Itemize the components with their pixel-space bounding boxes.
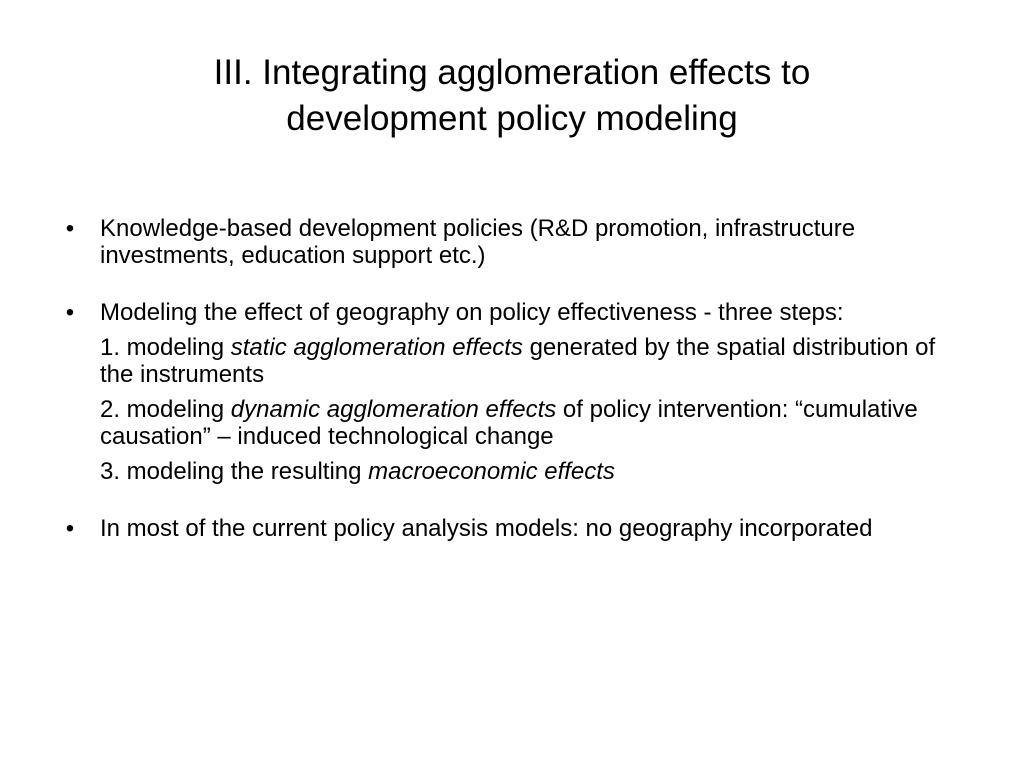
step-text-before: 3. modeling the resulting [100, 458, 369, 485]
bullet-text: Knowledge-based development policies (R&D promotion, infrastructure investments, education support etc.) [100, 215, 856, 269]
step-dynamic-effects [60, 396, 960, 450]
slide-body [60, 215, 960, 542]
bullet-no-geography [60, 515, 960, 542]
step-text-after: generated by the spatial distribution of the instruments [100, 334, 936, 388]
step-text-after: of policy intervention: “cumulative causation” – induced technological change [100, 396, 918, 450]
step-static-effects [60, 334, 960, 388]
step-text-before: 2. modeling [100, 396, 231, 423]
bullet-marker: • [65, 299, 75, 326]
bullet-knowledge-policies [60, 215, 960, 269]
step-emphasis: static agglomeration effects [230, 334, 523, 361]
bullet-modeling-geography [60, 299, 960, 326]
slide-title [112, 50, 912, 142]
bullet-text: Modeling the effect of geography on policy effectiveness - three steps: [100, 299, 844, 326]
bullet-marker: • [65, 215, 75, 242]
slide-title-line-1: III. Integrating agglomeration effects to [213, 53, 811, 92]
step-text-before: 1. modeling [100, 334, 231, 361]
step-macroeconomic-effects [60, 458, 960, 485]
slide-title-line-2: development policy modeling [286, 99, 738, 138]
step-emphasis: dynamic agglomeration effects [230, 396, 557, 423]
bullet-marker: • [65, 515, 75, 542]
bullet-text: In most of the current policy analysis models: no geography incorporated [100, 515, 873, 542]
step-emphasis: macroeconomic effects [368, 458, 615, 485]
